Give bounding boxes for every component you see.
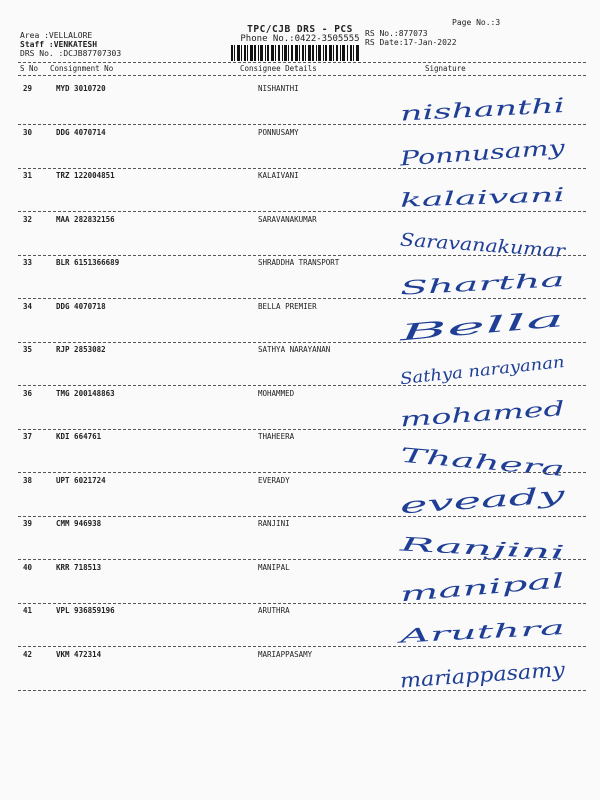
row-divider	[18, 211, 586, 212]
row-consignee-name: BELLA PREMIER	[258, 302, 317, 311]
handwritten-signature	[390, 349, 590, 393]
row-consignee-name: SARAVANAKUMAR	[258, 215, 317, 224]
table-row	[0, 258, 600, 304]
row-consignment-number: MYD 3010720	[56, 84, 106, 93]
signature-text: Saravanakumar	[399, 229, 546, 261]
row-consignment-number: DDG 4070714	[56, 128, 106, 137]
drs-number: DRS No. :DCJB87707303	[20, 49, 122, 58]
row-sno: 35	[23, 345, 33, 354]
signature-text: Bella	[398, 316, 458, 347]
table-row	[0, 171, 600, 217]
row-divider	[18, 603, 586, 604]
table-row	[0, 476, 600, 522]
document-title: TPC/CJB DRS - PCS	[247, 24, 353, 35]
handwritten-signature	[390, 523, 590, 567]
row-consignment-number: KRR 718513	[56, 563, 102, 572]
row-consignee-name: NISHANTHI	[258, 84, 299, 93]
staff-label: Staff :VENKATESH	[20, 40, 98, 49]
row-consignment-number: UPT 6021724	[56, 476, 106, 485]
row-sno: 40	[23, 563, 33, 572]
row-sno: 38	[23, 476, 33, 485]
handwritten-signature	[390, 132, 590, 176]
signature-text: kalaivani	[399, 186, 488, 212]
signature-text: nishanthi	[399, 96, 496, 126]
handwritten-signature	[390, 219, 590, 263]
row-consignee-name: MANIPAL	[258, 563, 290, 572]
column-header-consignee: Consignee Details	[240, 64, 317, 73]
barcode-icon	[230, 45, 360, 61]
row-consignee-name: THAHEERA	[258, 432, 295, 441]
table-row	[0, 606, 600, 652]
table-row	[0, 84, 600, 130]
row-sno: 32	[23, 215, 33, 224]
column-header-sno: S No	[20, 64, 39, 73]
handwritten-signature	[390, 393, 590, 437]
signature-text: Shartha	[399, 273, 478, 300]
row-consignment-number: TMG 200148863	[56, 389, 115, 398]
signature-text: Ponnusamy	[399, 138, 517, 171]
row-sno: 37	[23, 432, 33, 441]
table-row	[0, 128, 600, 174]
row-divider	[18, 124, 586, 125]
row-divider	[18, 472, 586, 473]
row-divider	[18, 690, 586, 691]
handwritten-signature	[390, 567, 590, 611]
row-divider	[18, 298, 586, 299]
row-sno: 42	[23, 650, 33, 659]
row-consignee-name: SATHYA NARAYANAN	[258, 345, 331, 354]
row-consignee-name: ARUTHRA	[258, 606, 290, 615]
page-number: Page No.:3	[452, 18, 501, 27]
row-divider	[18, 255, 586, 256]
area-label: Area :VELLALORE	[20, 31, 93, 40]
handwritten-signature	[390, 175, 590, 219]
row-consignee-name: MOHAMMED	[258, 389, 295, 398]
row-consignment-number: BLR 6151366689	[56, 258, 120, 267]
table-row	[0, 215, 600, 261]
row-divider	[18, 559, 586, 560]
handwritten-signature	[390, 654, 590, 698]
table-row	[0, 302, 600, 348]
row-consignee-name: RANJINI	[258, 519, 290, 528]
row-divider	[18, 385, 586, 386]
header-divider	[18, 62, 586, 63]
row-divider	[18, 516, 586, 517]
table-row	[0, 345, 600, 391]
row-consignee-name: SHRADDHA TRANSPORT	[258, 258, 340, 267]
row-divider	[18, 168, 586, 169]
handwritten-signature	[390, 88, 590, 132]
rs-date: RS Date:17-Jan-2022	[365, 38, 457, 47]
row-consignment-number: CMM 946938	[56, 519, 102, 528]
handwritten-signature	[390, 262, 590, 306]
row-consignee-name: PONNUSAMY	[258, 128, 299, 137]
row-consignment-number: MAA 282832156	[56, 215, 115, 224]
table-row	[0, 519, 600, 565]
row-consignment-number: TRZ 122004851	[56, 171, 115, 180]
row-consignment-number: DDG 4070718	[56, 302, 106, 311]
signature-text: Aruthra	[399, 621, 476, 648]
phone-number: Phone No.:0422-3505555	[240, 34, 360, 44]
row-sno: 34	[23, 302, 33, 311]
signature-text: eveady	[399, 489, 479, 520]
row-sno: 31	[23, 171, 33, 180]
row-consignment-number: VKM 472314	[56, 650, 102, 659]
rs-number: RS No.:877073	[365, 29, 428, 38]
row-consignee-name: MARIAPPASAMY	[258, 650, 313, 659]
row-divider	[18, 646, 586, 647]
signature-text: Thahera	[399, 442, 486, 474]
table-row	[0, 389, 600, 435]
column-header-signature: Signature	[425, 64, 466, 73]
row-sno: 41	[23, 606, 33, 615]
column-header-consignment: Consignment No	[50, 64, 114, 73]
signature-text: mohamed	[399, 400, 500, 432]
signature-text: Sathya narayanan	[399, 353, 548, 389]
row-sno: 29	[23, 84, 33, 93]
row-divider	[18, 429, 586, 430]
row-consignment-number: KDI 664761	[56, 432, 102, 441]
row-sno: 33	[23, 258, 33, 267]
row-consignee-name: KALAIVANI	[258, 171, 299, 180]
row-sno: 30	[23, 128, 33, 137]
row-sno: 36	[23, 389, 33, 398]
handwritten-signature	[390, 306, 590, 350]
row-consignment-number: RJP 2853082	[56, 345, 106, 354]
handwritten-signature	[390, 610, 590, 654]
column-header-divider	[18, 75, 586, 76]
signature-text: manipal	[398, 575, 483, 607]
row-sno: 39	[23, 519, 33, 528]
table-row	[0, 432, 600, 478]
table-row	[0, 563, 600, 609]
signature-text: mariappasamy	[399, 658, 550, 693]
table-row	[0, 650, 600, 696]
handwritten-signature	[390, 436, 590, 480]
row-consignee-name: EVERADY	[258, 476, 290, 485]
row-consignment-number: VPL 936859196	[56, 606, 115, 615]
row-divider	[18, 342, 586, 343]
signature-text: Ranjini	[399, 533, 470, 559]
handwritten-signature	[390, 480, 590, 524]
